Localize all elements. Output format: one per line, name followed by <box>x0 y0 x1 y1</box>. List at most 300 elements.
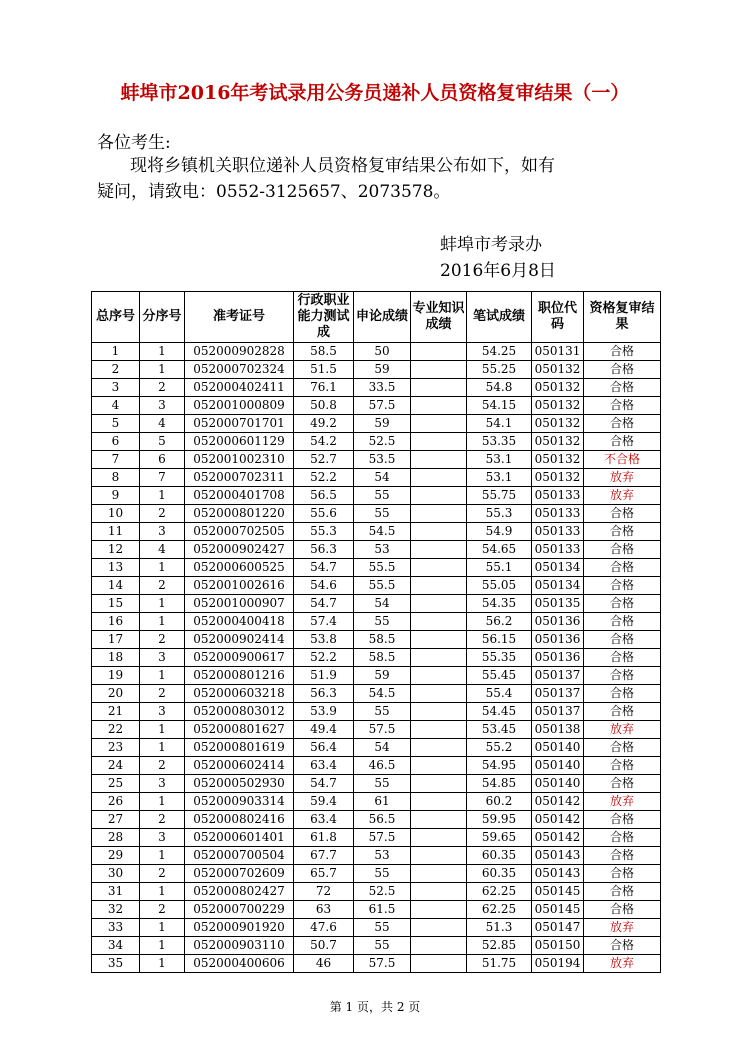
signature-org: 蚌埠市考录办 <box>440 235 542 255</box>
cell-total-seq: 13 <box>92 559 140 577</box>
cell-exam-id: 052000702505 <box>185 523 294 541</box>
cell-pro-score <box>411 487 467 505</box>
page-title: 蚌埠市2016年考试录用公务员递补人员资格复审结果（一） <box>120 82 630 104</box>
cell-review-result: 合格 <box>584 559 661 577</box>
cell-admin-score: 49.2 <box>294 415 354 433</box>
header-written-score: 笔试成绩 <box>467 292 532 343</box>
cell-pro-score <box>411 703 467 721</box>
cell-total-seq: 35 <box>92 955 140 973</box>
cell-written-score: 54.35 <box>467 595 532 613</box>
cell-admin-score: 49.4 <box>294 721 354 739</box>
cell-review-result: 合格 <box>584 433 661 451</box>
cell-written-score: 62.25 <box>467 883 532 901</box>
cell-pro-score <box>411 847 467 865</box>
body-line-2: 疑问，请致电：0552-3125657、2073578。 <box>97 182 451 202</box>
cell-sub-seq: 3 <box>140 397 185 415</box>
cell-exam-id: 052000802416 <box>185 811 294 829</box>
cell-sub-seq: 1 <box>140 955 185 973</box>
cell-essay-score: 54 <box>354 739 411 757</box>
cell-review-result: 放弃 <box>584 919 661 937</box>
cell-review-result: 合格 <box>584 829 661 847</box>
cell-admin-score: 56.4 <box>294 739 354 757</box>
cell-pro-score <box>411 667 467 685</box>
cell-admin-score: 61.8 <box>294 829 354 847</box>
cell-position-code: 050137 <box>532 703 584 721</box>
cell-exam-id: 052000801220 <box>185 505 294 523</box>
cell-exam-id: 052000801216 <box>185 667 294 685</box>
cell-position-code: 050134 <box>532 559 584 577</box>
table-row <box>92 631 661 649</box>
cell-essay-score: 58.5 <box>354 649 411 667</box>
cell-sub-seq: 1 <box>140 847 185 865</box>
cell-position-code: 050142 <box>532 793 584 811</box>
cell-sub-seq: 1 <box>140 883 185 901</box>
cell-position-code: 050194 <box>532 955 584 973</box>
signature-date: 2016年6月8日 <box>440 261 556 281</box>
table-row <box>92 775 661 793</box>
cell-pro-score <box>411 793 467 811</box>
cell-admin-score: 56.3 <box>294 685 354 703</box>
cell-essay-score: 57.5 <box>354 829 411 847</box>
cell-essay-score: 53.5 <box>354 451 411 469</box>
cell-sub-seq: 2 <box>140 379 185 397</box>
cell-exam-id: 052000902828 <box>185 343 294 361</box>
cell-exam-id: 052000903314 <box>185 793 294 811</box>
header-total-seq: 总序号 <box>92 292 140 343</box>
cell-sub-seq: 2 <box>140 901 185 919</box>
cell-review-result: 合格 <box>584 595 661 613</box>
cell-pro-score <box>411 955 467 973</box>
table-row <box>92 523 661 541</box>
cell-total-seq: 28 <box>92 829 140 847</box>
cell-written-score: 55.05 <box>467 577 532 595</box>
cell-total-seq: 2 <box>92 361 140 379</box>
cell-written-score: 51.75 <box>467 955 532 973</box>
cell-position-code: 050132 <box>532 451 584 469</box>
cell-total-seq: 33 <box>92 919 140 937</box>
table-row <box>92 847 661 865</box>
cell-admin-score: 67.7 <box>294 847 354 865</box>
cell-pro-score <box>411 829 467 847</box>
cell-written-score: 54.85 <box>467 775 532 793</box>
cell-position-code: 050133 <box>532 541 584 559</box>
cell-written-score: 54.45 <box>467 703 532 721</box>
cell-pro-score <box>411 451 467 469</box>
cell-review-result: 合格 <box>584 883 661 901</box>
cell-position-code: 050143 <box>532 847 584 865</box>
table-row <box>92 793 661 811</box>
cell-total-seq: 21 <box>92 703 140 721</box>
cell-exam-id: 052000702324 <box>185 361 294 379</box>
cell-exam-id: 052000901920 <box>185 919 294 937</box>
cell-total-seq: 20 <box>92 685 140 703</box>
cell-position-code: 050134 <box>532 577 584 595</box>
cell-written-score: 54.65 <box>467 541 532 559</box>
cell-review-result: 合格 <box>584 397 661 415</box>
table-row <box>92 667 661 685</box>
cell-written-score: 53.1 <box>467 451 532 469</box>
cell-exam-id: 052000801627 <box>185 721 294 739</box>
cell-review-result: 合格 <box>584 631 661 649</box>
cell-written-score: 53.1 <box>467 469 532 487</box>
cell-pro-score <box>411 649 467 667</box>
cell-written-score: 56.2 <box>467 613 532 631</box>
cell-essay-score: 55 <box>354 865 411 883</box>
cell-position-code: 050133 <box>532 523 584 541</box>
cell-pro-score <box>411 433 467 451</box>
table-row <box>92 487 661 505</box>
cell-exam-id: 052000801619 <box>185 739 294 757</box>
table-row <box>92 541 661 559</box>
cell-pro-score <box>411 523 467 541</box>
cell-essay-score: 55 <box>354 505 411 523</box>
cell-review-result: 放弃 <box>584 487 661 505</box>
cell-admin-score: 57.4 <box>294 613 354 631</box>
cell-pro-score <box>411 613 467 631</box>
header-pro-score: 专业知识成绩 <box>411 292 467 343</box>
cell-position-code: 050133 <box>532 487 584 505</box>
cell-exam-id: 052001002616 <box>185 577 294 595</box>
cell-sub-seq: 1 <box>140 667 185 685</box>
cell-sub-seq: 3 <box>140 829 185 847</box>
cell-exam-id: 052000803012 <box>185 703 294 721</box>
cell-exam-id: 052000502930 <box>185 775 294 793</box>
cell-pro-score <box>411 739 467 757</box>
cell-admin-score: 55.6 <box>294 505 354 523</box>
cell-written-score: 54.25 <box>467 343 532 361</box>
cell-total-seq: 11 <box>92 523 140 541</box>
cell-admin-score: 63.4 <box>294 757 354 775</box>
cell-sub-seq: 3 <box>140 523 185 541</box>
cell-pro-score <box>411 883 467 901</box>
cell-total-seq: 29 <box>92 847 140 865</box>
cell-admin-score: 46 <box>294 955 354 973</box>
cell-position-code: 050140 <box>532 739 584 757</box>
cell-exam-id: 052000700504 <box>185 847 294 865</box>
cell-essay-score: 57.5 <box>354 721 411 739</box>
cell-position-code: 050137 <box>532 685 584 703</box>
cell-total-seq: 17 <box>92 631 140 649</box>
cell-exam-id: 052000601401 <box>185 829 294 847</box>
cell-review-result: 合格 <box>584 667 661 685</box>
cell-exam-id: 052000900617 <box>185 649 294 667</box>
cell-total-seq: 14 <box>92 577 140 595</box>
cell-admin-score: 51.5 <box>294 361 354 379</box>
cell-pro-score <box>411 721 467 739</box>
cell-pro-score <box>411 361 467 379</box>
cell-essay-score: 59 <box>354 415 411 433</box>
cell-position-code: 050135 <box>532 595 584 613</box>
cell-sub-seq: 2 <box>140 505 185 523</box>
table-row <box>92 703 661 721</box>
cell-pro-score <box>411 343 467 361</box>
cell-essay-score: 54 <box>354 469 411 487</box>
cell-exam-id: 052000603218 <box>185 685 294 703</box>
cell-admin-score: 63.4 <box>294 811 354 829</box>
table-row <box>92 721 661 739</box>
cell-position-code: 050137 <box>532 667 584 685</box>
cell-written-score: 55.1 <box>467 559 532 577</box>
cell-sub-seq: 2 <box>140 757 185 775</box>
cell-position-code: 050136 <box>532 631 584 649</box>
cell-total-seq: 5 <box>92 415 140 433</box>
cell-essay-score: 55 <box>354 775 411 793</box>
cell-pro-score <box>411 757 467 775</box>
cell-written-score: 55.4 <box>467 685 532 703</box>
cell-pro-score <box>411 415 467 433</box>
cell-review-result: 不合格 <box>584 451 661 469</box>
cell-exam-id: 052000700229 <box>185 901 294 919</box>
cell-sub-seq: 1 <box>140 487 185 505</box>
cell-admin-score: 76.1 <box>294 379 354 397</box>
cell-written-score: 54.15 <box>467 397 532 415</box>
cell-written-score: 59.95 <box>467 811 532 829</box>
cell-exam-id: 052000802427 <box>185 883 294 901</box>
cell-total-seq: 16 <box>92 613 140 631</box>
cell-exam-id: 052000402411 <box>185 379 294 397</box>
cell-review-result: 合格 <box>584 523 661 541</box>
cell-pro-score <box>411 775 467 793</box>
cell-essay-score: 33.5 <box>354 379 411 397</box>
cell-sub-seq: 3 <box>140 649 185 667</box>
cell-essay-score: 61.5 <box>354 901 411 919</box>
cell-sub-seq: 2 <box>140 577 185 595</box>
cell-pro-score <box>411 685 467 703</box>
cell-total-seq: 1 <box>92 343 140 361</box>
cell-review-result: 合格 <box>584 901 661 919</box>
cell-review-result: 合格 <box>584 757 661 775</box>
cell-exam-id: 052000400418 <box>185 613 294 631</box>
cell-written-score: 62.25 <box>467 901 532 919</box>
cell-review-result: 合格 <box>584 577 661 595</box>
cell-total-seq: 22 <box>92 721 140 739</box>
cell-position-code: 050140 <box>532 757 584 775</box>
cell-position-code: 050145 <box>532 883 584 901</box>
table-row <box>92 919 661 937</box>
cell-pro-score <box>411 595 467 613</box>
cell-pro-score <box>411 379 467 397</box>
cell-review-result: 合格 <box>584 505 661 523</box>
cell-essay-score: 55 <box>354 703 411 721</box>
cell-position-code: 050143 <box>532 865 584 883</box>
header-exam-id: 准考证号 <box>185 292 294 343</box>
cell-essay-score: 54.5 <box>354 523 411 541</box>
table-row <box>92 937 661 955</box>
cell-total-seq: 25 <box>92 775 140 793</box>
cell-position-code: 050133 <box>532 505 584 523</box>
table-row <box>92 469 661 487</box>
cell-admin-score: 56.3 <box>294 541 354 559</box>
cell-review-result: 合格 <box>584 361 661 379</box>
cell-admin-score: 54.7 <box>294 775 354 793</box>
cell-review-result: 合格 <box>584 415 661 433</box>
cell-review-result: 放弃 <box>584 721 661 739</box>
cell-sub-seq: 1 <box>140 793 185 811</box>
cell-written-score: 60.35 <box>467 865 532 883</box>
cell-total-seq: 31 <box>92 883 140 901</box>
cell-admin-score: 56.5 <box>294 487 354 505</box>
header-admin-score: 行政职业能力测试成 <box>294 292 354 343</box>
cell-total-seq: 7 <box>92 451 140 469</box>
cell-total-seq: 24 <box>92 757 140 775</box>
cell-exam-id: 052000401708 <box>185 487 294 505</box>
table-row <box>92 379 661 397</box>
cell-admin-score: 51.9 <box>294 667 354 685</box>
cell-admin-score: 50.7 <box>294 937 354 955</box>
cell-written-score: 54.95 <box>467 757 532 775</box>
cell-written-score: 52.85 <box>467 937 532 955</box>
cell-review-result: 合格 <box>584 379 661 397</box>
table-row <box>92 415 661 433</box>
cell-sub-seq: 3 <box>140 703 185 721</box>
cell-review-result: 合格 <box>584 865 661 883</box>
cell-total-seq: 15 <box>92 595 140 613</box>
table-row <box>92 361 661 379</box>
cell-essay-score: 50 <box>354 343 411 361</box>
cell-written-score: 53.35 <box>467 433 532 451</box>
cell-sub-seq: 5 <box>140 433 185 451</box>
table-row <box>92 685 661 703</box>
cell-written-score: 55.2 <box>467 739 532 757</box>
cell-sub-seq: 1 <box>140 937 185 955</box>
table-row <box>92 451 661 469</box>
table-header-row <box>92 292 661 343</box>
cell-review-result: 放弃 <box>584 793 661 811</box>
cell-total-seq: 32 <box>92 901 140 919</box>
cell-review-result: 合格 <box>584 775 661 793</box>
cell-admin-score: 52.7 <box>294 451 354 469</box>
cell-admin-score: 53.8 <box>294 631 354 649</box>
cell-sub-seq: 1 <box>140 343 185 361</box>
cell-exam-id: 052000702311 <box>185 469 294 487</box>
cell-position-code: 050132 <box>532 469 584 487</box>
cell-total-seq: 26 <box>92 793 140 811</box>
cell-review-result: 放弃 <box>584 955 661 973</box>
cell-review-result: 合格 <box>584 847 661 865</box>
cell-sub-seq: 4 <box>140 541 185 559</box>
cell-total-seq: 6 <box>92 433 140 451</box>
cell-position-code: 050132 <box>532 361 584 379</box>
cell-total-seq: 34 <box>92 937 140 955</box>
cell-position-code: 050147 <box>532 919 584 937</box>
cell-exam-id: 052000602414 <box>185 757 294 775</box>
cell-admin-score: 54.7 <box>294 595 354 613</box>
cell-total-seq: 8 <box>92 469 140 487</box>
cell-exam-id: 052000903110 <box>185 937 294 955</box>
cell-pro-score <box>411 901 467 919</box>
cell-review-result: 合格 <box>584 811 661 829</box>
cell-essay-score: 52.5 <box>354 433 411 451</box>
table-row <box>92 829 661 847</box>
cell-total-seq: 23 <box>92 739 140 757</box>
cell-position-code: 050132 <box>532 415 584 433</box>
cell-written-score: 53.45 <box>467 721 532 739</box>
cell-admin-score: 52.2 <box>294 469 354 487</box>
cell-written-score: 55.25 <box>467 361 532 379</box>
cell-admin-score: 47.6 <box>294 919 354 937</box>
cell-sub-seq: 1 <box>140 361 185 379</box>
cell-essay-score: 58.5 <box>354 631 411 649</box>
cell-pro-score <box>411 865 467 883</box>
cell-essay-score: 55.5 <box>354 577 411 595</box>
cell-total-seq: 19 <box>92 667 140 685</box>
cell-essay-score: 61 <box>354 793 411 811</box>
table-row <box>92 757 661 775</box>
cell-total-seq: 3 <box>92 379 140 397</box>
cell-sub-seq: 1 <box>140 595 185 613</box>
cell-review-result: 合格 <box>584 613 661 631</box>
greeting: 各位考生: <box>97 133 171 153</box>
cell-written-score: 55.35 <box>467 649 532 667</box>
cell-essay-score: 53 <box>354 847 411 865</box>
cell-sub-seq: 2 <box>140 631 185 649</box>
cell-total-seq: 30 <box>92 865 140 883</box>
cell-admin-score: 72 <box>294 883 354 901</box>
cell-essay-score: 54.5 <box>354 685 411 703</box>
header-position-code: 职位代码 <box>532 292 584 343</box>
cell-exam-id: 052000400606 <box>185 955 294 973</box>
cell-pro-score <box>411 631 467 649</box>
cell-exam-id: 052000600525 <box>185 559 294 577</box>
cell-position-code: 050131 <box>532 343 584 361</box>
cell-written-score: 60.35 <box>467 847 532 865</box>
cell-total-seq: 9 <box>92 487 140 505</box>
cell-written-score: 59.65 <box>467 829 532 847</box>
table-row <box>92 865 661 883</box>
cell-position-code: 050150 <box>532 937 584 955</box>
cell-sub-seq: 1 <box>140 739 185 757</box>
cell-position-code: 050138 <box>532 721 584 739</box>
cell-total-seq: 18 <box>92 649 140 667</box>
cell-position-code: 050136 <box>532 649 584 667</box>
cell-written-score: 54.9 <box>467 523 532 541</box>
cell-pro-score <box>411 919 467 937</box>
table-row <box>92 577 661 595</box>
cell-essay-score: 57.5 <box>354 397 411 415</box>
cell-pro-score <box>411 577 467 595</box>
cell-essay-score: 57.5 <box>354 955 411 973</box>
cell-admin-score: 52.2 <box>294 649 354 667</box>
table-row <box>92 397 661 415</box>
cell-exam-id: 052000902414 <box>185 631 294 649</box>
cell-exam-id: 052001002310 <box>185 451 294 469</box>
cell-admin-score: 63 <box>294 901 354 919</box>
header-review-result: 资格复审结果 <box>584 292 661 343</box>
table-row <box>92 613 661 631</box>
cell-pro-score <box>411 469 467 487</box>
cell-written-score: 60.2 <box>467 793 532 811</box>
table-row <box>92 433 661 451</box>
table-row <box>92 811 661 829</box>
table-row <box>92 595 661 613</box>
cell-admin-score: 58.5 <box>294 343 354 361</box>
cell-admin-score: 50.8 <box>294 397 354 415</box>
cell-exam-id: 052000702609 <box>185 865 294 883</box>
cell-position-code: 050142 <box>532 811 584 829</box>
cell-sub-seq: 2 <box>140 811 185 829</box>
cell-review-result: 合格 <box>584 703 661 721</box>
cell-sub-seq: 2 <box>140 865 185 883</box>
cell-sub-seq: 1 <box>140 919 185 937</box>
cell-exam-id: 052000701701 <box>185 415 294 433</box>
cell-written-score: 55.3 <box>467 505 532 523</box>
cell-essay-score: 55 <box>354 919 411 937</box>
cell-essay-score: 55 <box>354 487 411 505</box>
cell-review-result: 合格 <box>584 649 661 667</box>
cell-essay-score: 52.5 <box>354 883 411 901</box>
cell-pro-score <box>411 811 467 829</box>
table-row <box>92 343 661 361</box>
